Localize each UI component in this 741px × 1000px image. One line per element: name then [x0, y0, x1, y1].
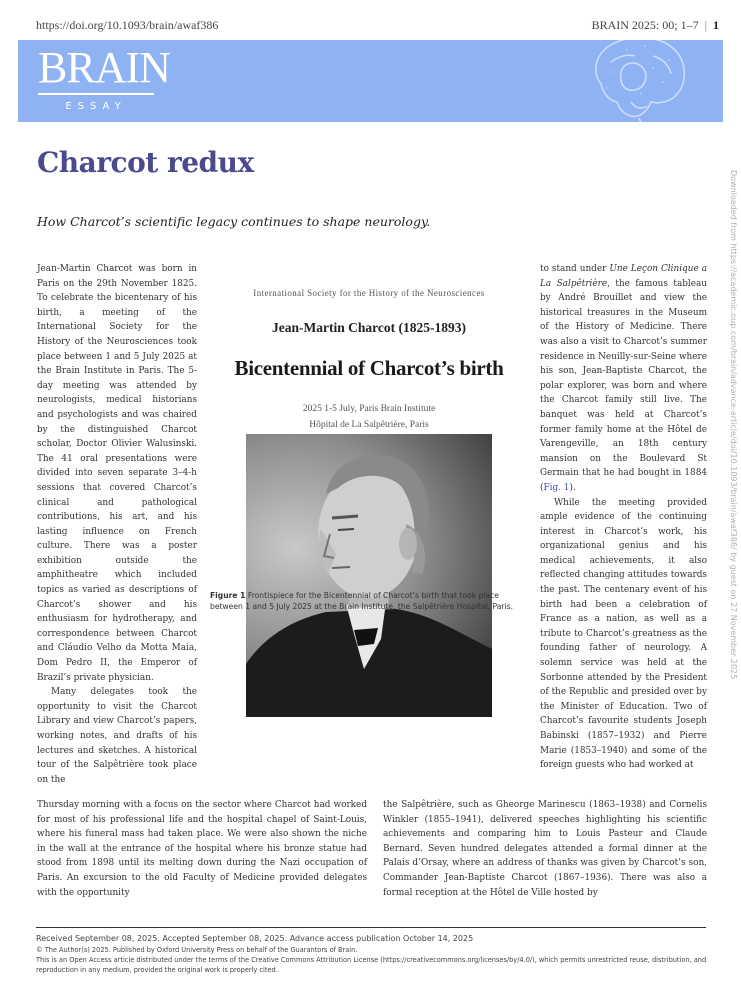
paragraph: While the meeting provided ample evidence of the continuing interest in Charcot’s work, his organizational genius and his medical achievements, it also reflected changing attitudes towards the past. The centenary event of his birth had been a celebration of France as a nation, as well as a tribute to Charcot’s greatness as the founding father of neurology. A solemn service was held at the Sorbonne attended by the President of the Republic and presided over by the Minister of Education. Two of Charcot’s favourite students Joseph Babinski (1857–1932) and Pierre Marie (1853–1940) and some of the foreign guests who had worked at: [540, 497, 707, 771]
figure-1: [208, 262, 530, 732]
paragraph: [540, 262, 707, 496]
text-run: ).: [569, 482, 576, 493]
paragraph: the Salpêtrière, such as Gheorge Marinescu (1863–1938) and Cornelis Winkler (1855–1941), delivered speeches highlighting his scientific achievements and comparing him to Louis Pasteur and Claude Bernard. Seven hundred delegates attended a formal dinner at the Palais d’Orsay, where an address of thanks was given by Charcot’s son, Commander Jean-Baptiste Charcot (1867–1936). There was also a formal reception at the Hôtel de Ville hosted by: [383, 800, 707, 898]
text-run: to stand under: [540, 264, 610, 274]
download-watermark: [727, 170, 739, 820]
figure-name-line: Jean-Martin Charcot (1825-1893): [272, 320, 466, 335]
paragraph: Jean-Martin Charcot was born in Paris on the 29th November 1825. To celebrate the bicentenary of his birth, a meeting of the International Society for the History of the Neurosciences took place between 1 and 5 July 2025 at the Brain Institute in Paris. The 5-day meeting was attended by neurologists, medical historians and psychologists and was chaired by the distinguished Charcot scholar, Doctor Olivier Walusinski. The 41 oral presentations were divided into seven separate 3–4-h sessions that covered Charcot’s clinical and pathological contributions, his art, and his lasting influence on French culture. There was a poster exhibition outside the amphitheatre which included topics as varied as descriptions of Charcot’s shower and his enthusiasm for hydrotherapy, and correspondence between Charcot and Cláudio Velho da Motta Maia, Dom Pedro II, the Emperor of Brazil’s private physician.: [37, 264, 197, 683]
artwork-title: Une Leçon Clinique a La Salpêtrière: [540, 264, 707, 289]
download-watermark-text: Downloaded from https://academic.oup.com/brain/advance-article/doi/10.1093/brain/awaf386/ by guest on 27 November 2025: [729, 170, 738, 680]
footer-divider: [36, 927, 706, 928]
section-label: ESSAY: [65, 101, 127, 112]
figure-caption-label: Figure 1: [210, 591, 246, 600]
body-column-right: [540, 262, 707, 773]
figure-society-line: International Society for the History of the Neurosciences: [253, 288, 485, 298]
figure-venue-line: Hôpital de La Salpêtrière, Paris: [309, 420, 429, 430]
journal-reference: [592, 18, 719, 33]
copyright-notice: © The Author(s) 2025. Published by Oxford University Press on behalf of the Guarantors of Brain.: [36, 946, 358, 954]
body-wide-right: [383, 798, 707, 900]
logo-rule: [38, 93, 154, 95]
article-title: Charcot redux: [37, 146, 254, 179]
page-number: 1: [713, 18, 719, 32]
body-wide-left: [37, 798, 367, 900]
journal-name: BRAIN: [38, 43, 170, 92]
figure-1-link[interactable]: Fig. 1: [543, 482, 570, 493]
journal-logo: [38, 43, 170, 112]
charcot-portrait-photo: [246, 434, 492, 717]
doi-link[interactable]: https://doi.org/10.1093/brain/awaf386: [36, 18, 219, 32]
running-header: [36, 18, 719, 32]
brain-icon: [583, 40, 693, 122]
figure-caption: [210, 590, 532, 612]
portrait-illustration: [246, 434, 492, 717]
article-standfirst: How Charcot’s scientific legacy continues to shape neurology.: [37, 214, 431, 229]
figure-caption-text: Frontispiece for the Bicentennial of Charcot’s birth that took place between 1 and 5 July 2025 at the Brain Institute, the Salpêtrière Hospital, Paris.: [210, 591, 514, 611]
figure-date-line: 2025 1-5 July, Paris Brain Institute: [302, 404, 436, 414]
separator: |: [704, 18, 707, 32]
journal-banner: [18, 40, 723, 122]
journal-citation: BRAIN 2025: 00; 1–7: [591, 18, 699, 32]
paragraph: Thursday morning with a focus on the sector where Charcot had worked for most of his professional life and the hospital chapel of Saint-Louis, where his funeral mass had taken place. We were also shown the niche in the wall at the entrance of the hospital where his bronze statue had stood from 1898 until its melting down during the Nazi occupation of Paris. An excursion to the old Faculty of Medicine provided delegates with the opportunity: [37, 800, 367, 898]
publication-dates: Received September 08, 2025. Accepted September 08, 2025. Advance access publication October 14, 2025: [36, 934, 474, 943]
article-footer: [36, 933, 708, 975]
text-run: , the famous tableau by André Brouillet and view the historical treasures in the Museum of the History of Medicine. There was also a visit to Charcot’s summer residence in Neuilly-sur-Seine where his son, Jean-Baptiste Charcot, the polar explorer, was born and where the Charcot family still live. The banquet was held at Charcot’s former family home at the Hôtel de Varengeville, an 18th century mansion on the Boulevard St Germain that he had bought in 1884 (: [540, 278, 708, 493]
frontispiece: [208, 262, 530, 722]
body-column-left: [37, 262, 197, 787]
license-notice: This is an Open Access article distributed under the terms of the Creative Commons Attribution License (https://creativecommons.org/licenses/by/4.0/), which permits unrestricted reuse, distribution, and reproduction in any medium, provided the original work is properly cited.: [36, 956, 707, 974]
figure-headline: Bicentennial of Charcot’s birth: [234, 356, 504, 380]
paragraph: Many delegates took the opportunity to visit the Charcot Library and view Charcot’s papers, working notes, and drafts of his lectures and sketches. A historical tour of the Salpêtrière took place on the: [37, 687, 197, 785]
